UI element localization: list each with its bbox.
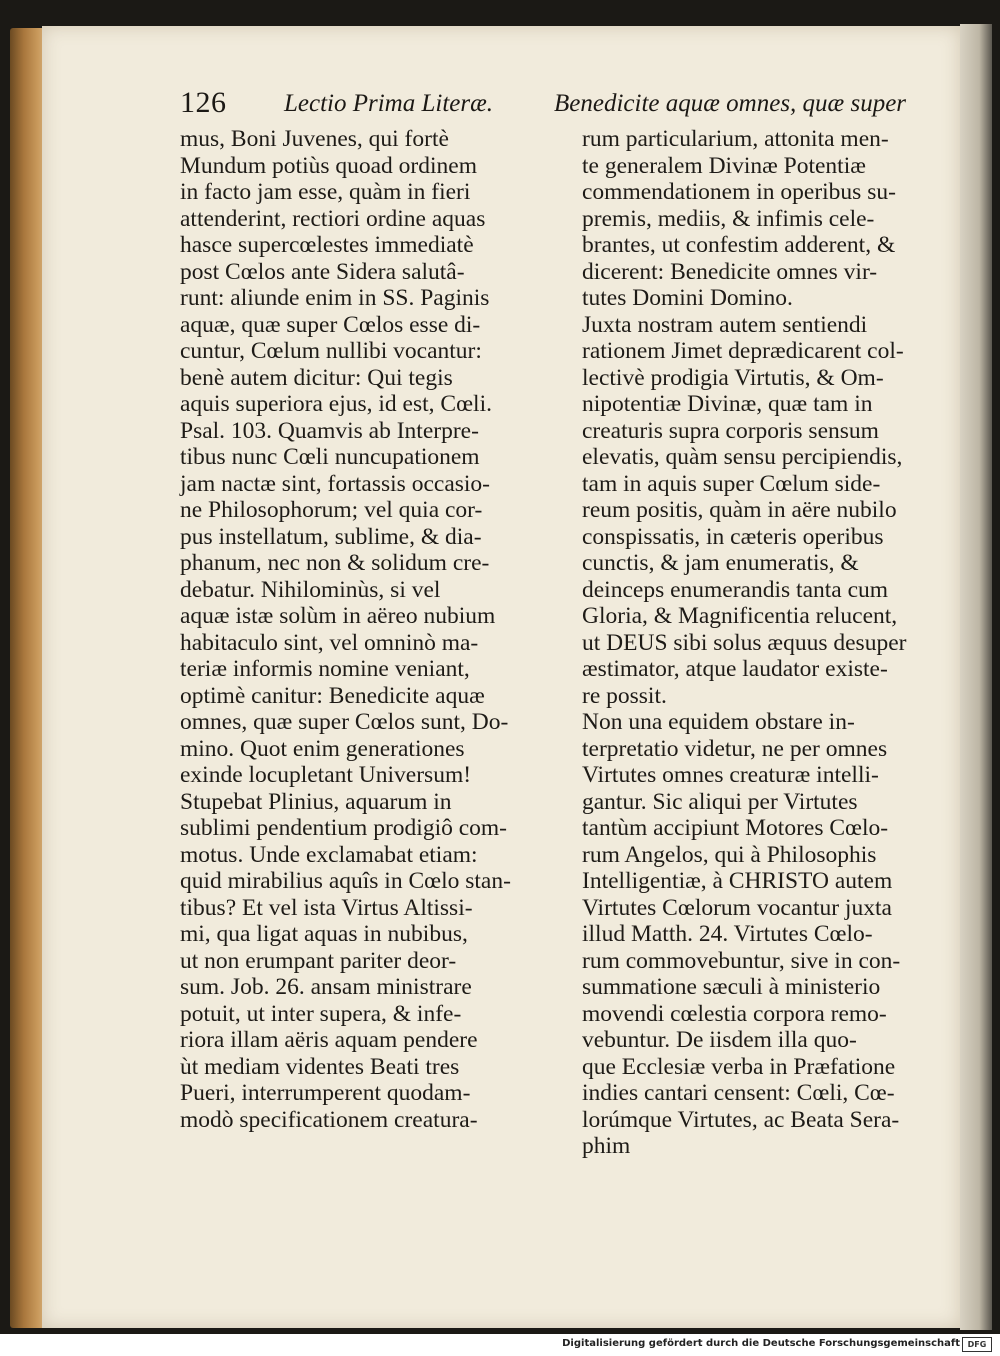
- text-line: cuntur, Cœlum nullibi vocantur:: [180, 338, 482, 364]
- text-line: dicerent: Benedicite omnes vir-: [582, 258, 878, 285]
- text-line: tibus? Et vel ista Virtus Altissi-: [180, 894, 473, 921]
- text-line: que Ecclesiæ verba in Præfatione: [582, 1053, 896, 1080]
- text-line: omnes, quæ super Cœlos sunt, Do-: [180, 709, 509, 735]
- text-line: illud Matth. 24. Virtutes Cœlo-: [582, 921, 873, 947]
- text-line: phim: [582, 1133, 631, 1159]
- text-line: reum positis, quàm in aëre nubilo: [582, 497, 897, 523]
- text-line: tibus nunc Cœli nuncupationem: [180, 444, 480, 470]
- text-line: Juxta nostram autem sentiendi: [582, 311, 868, 338]
- text-line: aquæ, quæ super Cœlos esse di-: [180, 311, 481, 338]
- text-line: brantes, ut confestim adderent, &: [582, 232, 896, 258]
- footer-credit: Digitalisierung gefördert durch die Deutsche Forschungsgemeinschaft: [562, 1338, 960, 1349]
- text-line: attenderint, rectiori ordine aquas: [180, 205, 486, 232]
- right-page-edge: [960, 24, 992, 1330]
- text-line: phanum, nec non & solidum cre-: [180, 550, 490, 576]
- right-text-column: [582, 126, 964, 1160]
- text-line: gantur. Sic aliqui per Virtutes: [582, 788, 858, 815]
- footer-bar: [0, 1334, 1000, 1356]
- text-line: indies cantari censent: Cœli, Cœ-: [582, 1080, 895, 1106]
- text-line: riora illam aëris aquam pendere: [180, 1027, 478, 1053]
- text-line: re possit.: [582, 682, 667, 709]
- text-line: te generalem Divinæ Potentiæ: [582, 152, 866, 179]
- text-line: æstimator, atque laudator existe-: [582, 656, 888, 682]
- text-line: runt: aliunde enim in SS. Paginis: [180, 285, 490, 311]
- text-line: sum. Job. 26. ansam ministrare: [180, 974, 472, 1000]
- verse-heading: Benedicite aquæ omnes, quæ super: [554, 90, 907, 117]
- text-line: Virtutes Cœlorum vocantur juxta: [582, 894, 892, 921]
- text-line: nipotentiæ Divinæ, quæ tam in: [582, 391, 873, 417]
- text-line: lectivè prodigia Virtutis, & Om-: [582, 364, 884, 391]
- text-line: Stupebat Plinius, aquarum in: [180, 788, 452, 815]
- text-line: mus, Boni Juvenes, qui fortè: [180, 126, 449, 152]
- text-line: quid mirabilius aquîs in Cœlo stan-: [180, 868, 511, 894]
- text-line: lorúmque Virtutes, ac Beata Sera-: [582, 1106, 900, 1133]
- text-line: tutes Domini Domino.: [582, 285, 793, 311]
- text-line: rum particularium, attonita men-: [582, 126, 889, 152]
- page-number: 126: [180, 86, 227, 119]
- text-line: ne Philosophorum; vel quia cor-: [180, 497, 483, 523]
- text-line: aquis superiora ejus, id est, Cœli.: [180, 391, 492, 417]
- text-line: debatur. Nihilominùs, si vel: [180, 576, 441, 603]
- page-header: [180, 86, 922, 126]
- text-line: potuit, ut inter supera, & infe-: [180, 1000, 462, 1027]
- text-line: sublimi pendentium prodigiô com-: [180, 815, 508, 841]
- text-line: rum Angelos, qui à Philosophis: [582, 841, 877, 868]
- text-line: jam nactæ sint, fortassis occasio-: [180, 470, 490, 497]
- text-line: ut DEUS sibi solus æquus desuper: [582, 629, 907, 656]
- text-line: terpretatio videtur, ne per omnes: [582, 735, 888, 762]
- left-text-column: [180, 126, 568, 1133]
- text-line: summatione sæculi à ministerio: [582, 974, 881, 1000]
- text-line: benè autem dicitur: Qui tegis: [180, 364, 453, 391]
- text-line: tam in aquis super Cœlum side-: [582, 470, 881, 497]
- text-line: tantùm accipiunt Motores Cœlo-: [582, 815, 889, 841]
- text-line: mino. Quot enim generationes: [180, 735, 465, 762]
- text-line: Intelligentiæ, à CHRISTO autem: [582, 868, 893, 894]
- text-line: optimè canitur: Benedicite aquæ: [180, 682, 485, 709]
- text-line: motus. Unde exclamabat etiam:: [180, 841, 478, 868]
- text-line: Psal. 103. Quamvis ab Interpre-: [180, 417, 479, 444]
- text-line: hasce supercœlestes immediatè: [180, 232, 474, 258]
- text-line: Non una equidem obstare in-: [582, 709, 855, 735]
- text-line: pus instellatum, sublime, & dia-: [180, 523, 482, 550]
- text-line: teriæ informis nomine veniant,: [180, 656, 470, 682]
- text-line: conspissatis, in cæteris operibus: [582, 523, 884, 550]
- text-line: mi, qua ligat aquas in nubibus,: [180, 921, 468, 947]
- text-line: ut non erumpant pariter deor-: [180, 947, 457, 974]
- dfg-logo: DFG: [962, 1337, 992, 1352]
- text-line: Mundum potiùs quoad ordinem: [180, 152, 477, 179]
- text-line: creaturis supra corporis sensum: [582, 417, 879, 444]
- text-line: modò specificationem creatura-: [180, 1106, 478, 1133]
- text-line: exinde locupletant Universum!: [180, 762, 472, 788]
- text-line: habitaculo sint, vel omninò ma-: [180, 629, 479, 656]
- text-line: ùt mediam videntes Beati tres: [180, 1053, 460, 1080]
- text-line: Virtutes omnes creaturæ intelli-: [582, 762, 879, 788]
- text-line: deinceps enumerandis tanta cum: [582, 576, 889, 603]
- text-line: post Cœlos ante Sidera salutâ-: [180, 258, 465, 285]
- text-line: rationem Jimet deprædicarent col-: [582, 338, 904, 364]
- text-line: elevatis, quàm sensu percipiendis,: [582, 444, 903, 470]
- text-line: rum commovebuntur, sive in con-: [582, 947, 901, 974]
- text-line: Gloria, & Magnificentia relucent,: [582, 603, 898, 629]
- running-title: Lectio Prima Literæ.: [284, 90, 494, 117]
- text-line: commendationem in operibus su-: [582, 179, 896, 205]
- text-line: Pueri, interrumperent quodam-: [180, 1080, 471, 1106]
- text-line: aquæ istæ solùm in aëreo nubium: [180, 603, 496, 629]
- text-line: vebuntur. De iisdem illa quo-: [582, 1027, 857, 1053]
- text-line: cunctis, & jam enumeratis, &: [582, 550, 859, 576]
- text-line: in facto jam esse, quàm in fieri: [180, 179, 471, 205]
- text-line: movendi cœlestia corpora remo-: [582, 1000, 887, 1027]
- text-line: premis, mediis, & infimis cele-: [582, 205, 875, 232]
